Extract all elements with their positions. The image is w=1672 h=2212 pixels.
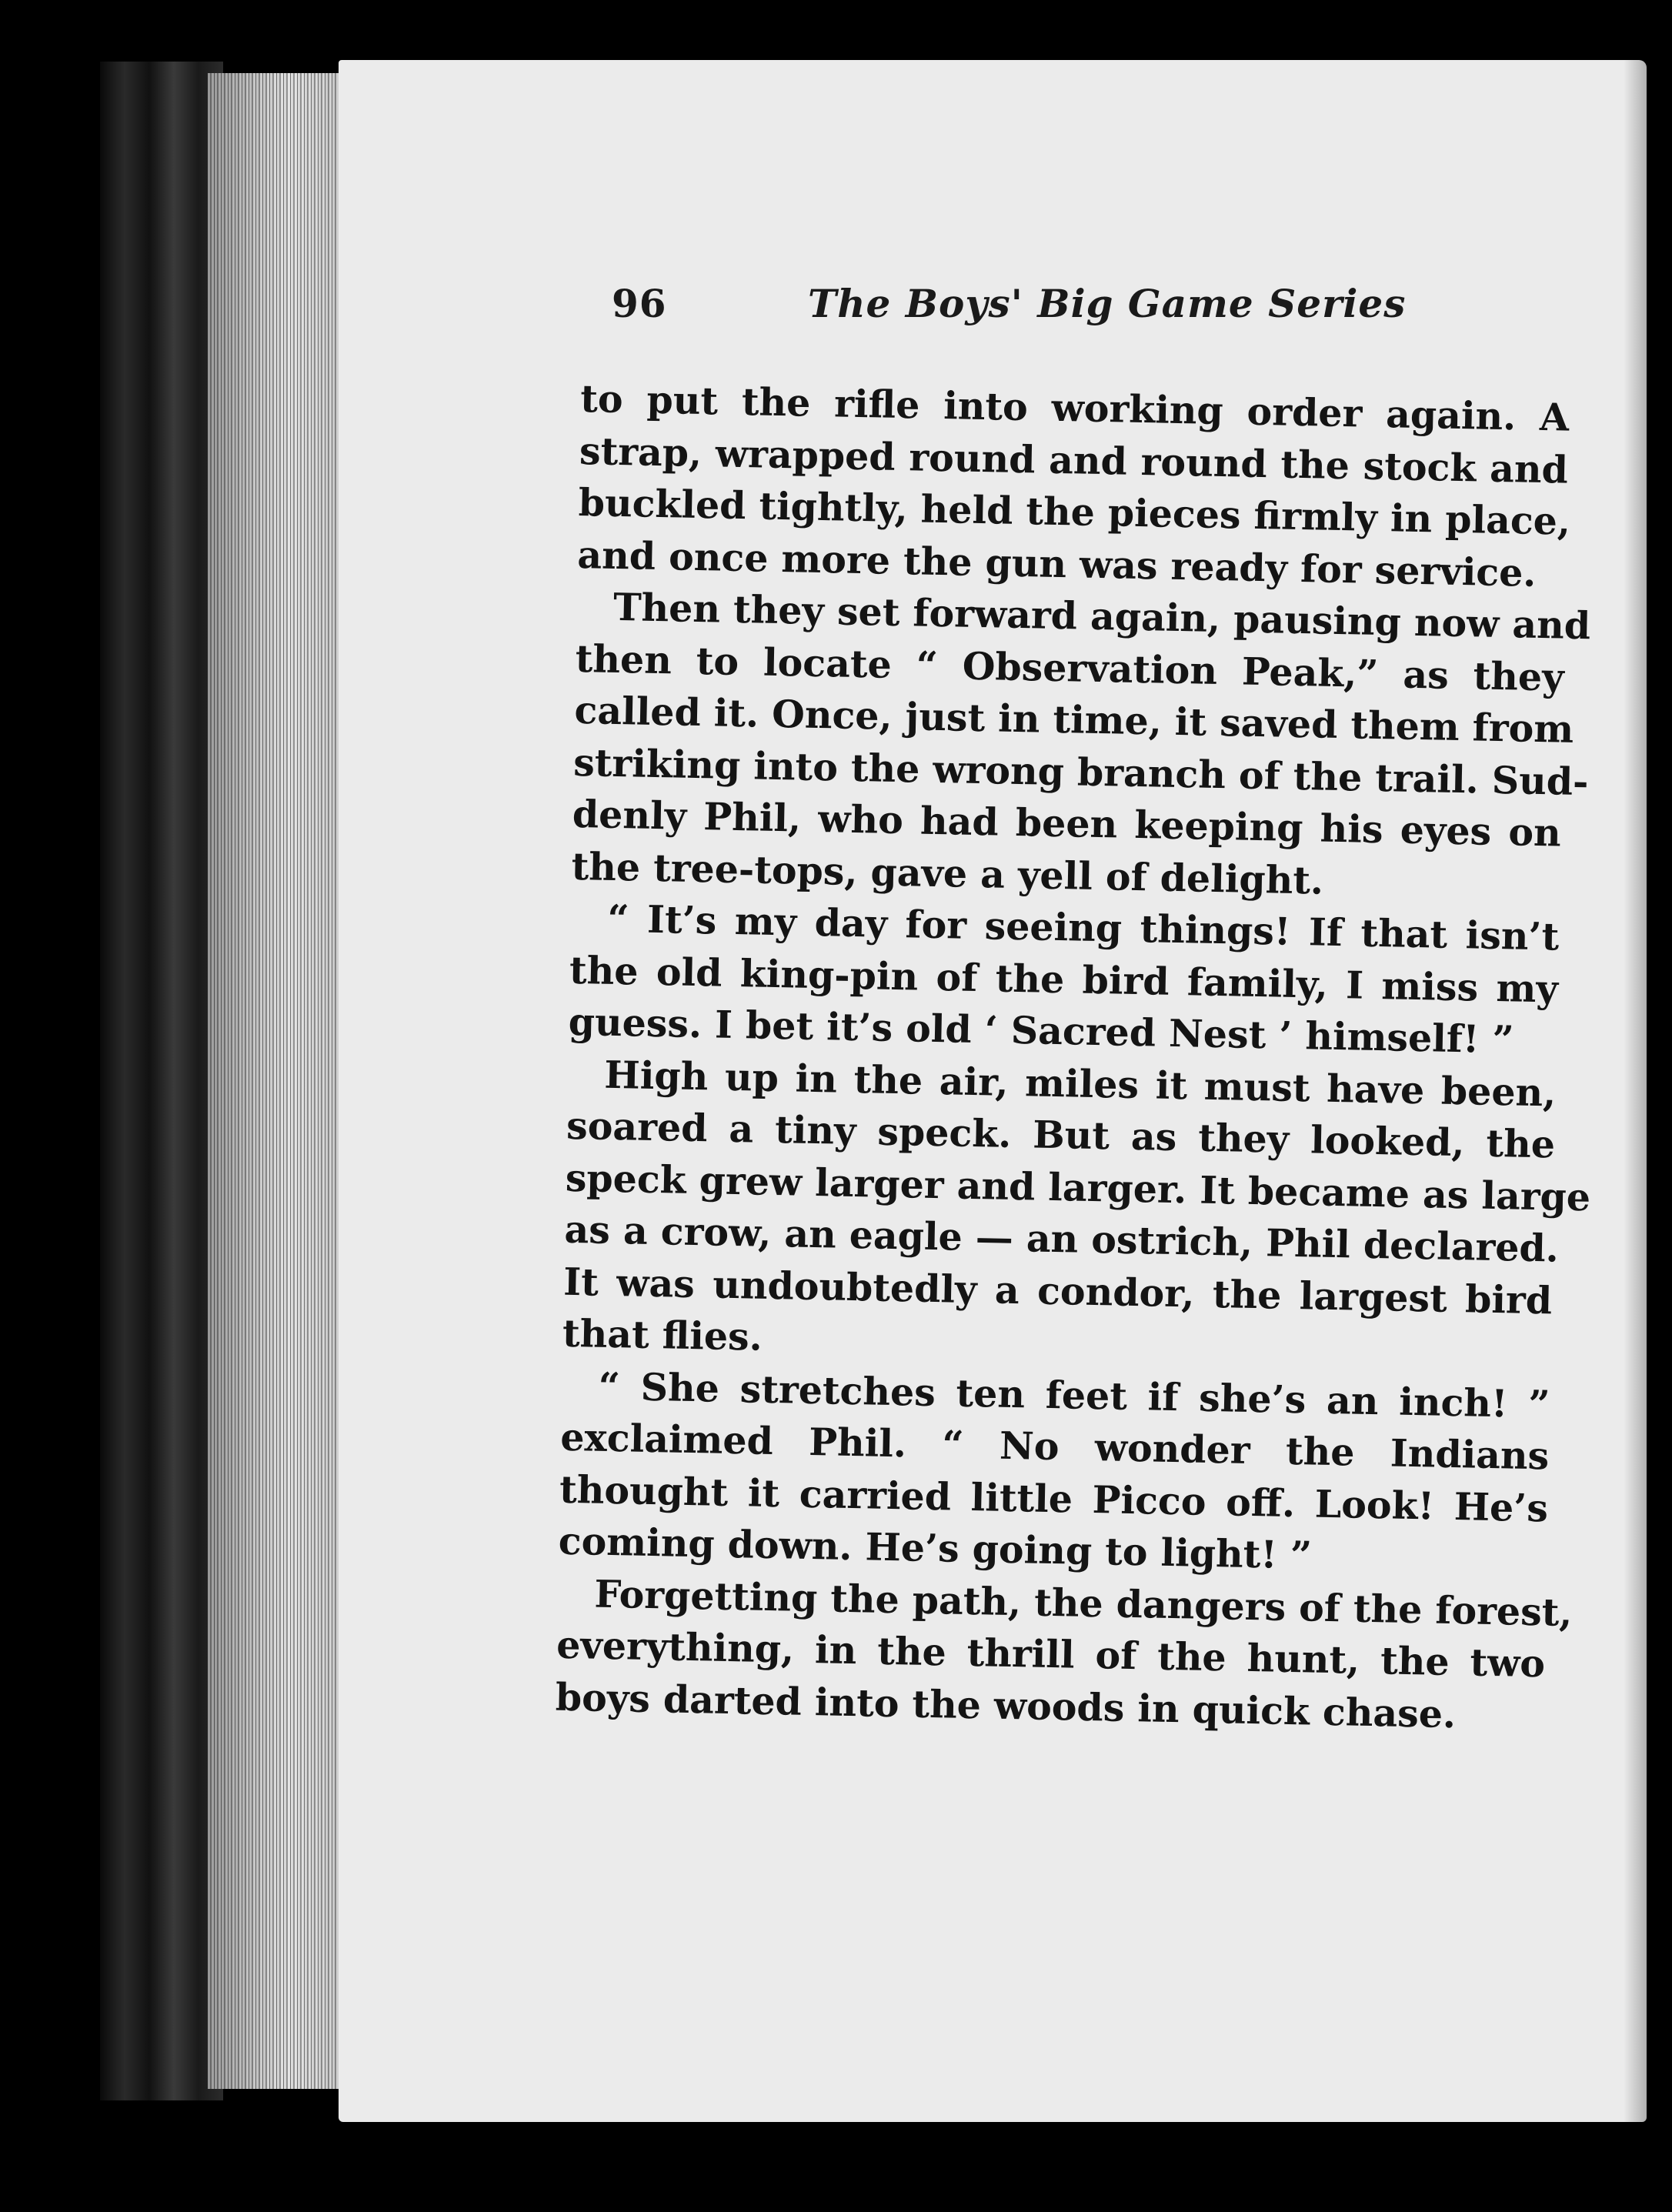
text-line: Then they set forward again, pausing now and	[612, 584, 1591, 649]
page-shadow	[1624, 60, 1647, 2122]
text-line: and once more the gun was ready for service.	[576, 532, 1537, 596]
text-line: thought it carried little Picco off. Look! He’s	[559, 1466, 1549, 1530]
page-edges-shadow	[208, 73, 342, 2089]
page-header	[612, 281, 1407, 350]
text-line: “ She stretches ten feet if she’s an inch! ”	[598, 1363, 1551, 1426]
text-line: striking into the wrong branch of the trail. Sud-	[572, 739, 1589, 804]
text-line: buckled tightly, held the pieces firmly in place,	[578, 479, 1571, 544]
text-line: called it. Once, just in time, it saved them from	[574, 687, 1574, 752]
paragraph	[577, 373, 1570, 600]
text-line: High up in the air, miles it must have been,	[603, 1052, 1557, 1115]
text-line: as a crow, an eagle — an ostrich, Phil declared.	[564, 1206, 1560, 1271]
paragraph	[568, 892, 1560, 1067]
paragraph	[571, 581, 1591, 912]
text-line: speck grew larger and larger. It became as large	[565, 1155, 1591, 1219]
text-line: denly Phil, who had been keeping his eyes on	[572, 791, 1562, 856]
body-text	[555, 373, 1591, 1742]
text-line: boys darted into the woods in quick chase.	[555, 1674, 1457, 1737]
paragraph	[558, 1360, 1550, 1586]
text-line: It was undoubtedly a condor, the largest bird	[562, 1259, 1553, 1323]
text-line: then to locate “ Observation Peak,” as they	[575, 636, 1565, 700]
running-title: The Boys' Big Game Series	[808, 281, 1407, 326]
text-line: everything, in the thrill of the hunt, the two	[556, 1622, 1546, 1687]
text-line: that flies.	[562, 1310, 763, 1360]
text-line: exclaimed Phil. “ No wonder the Indians	[559, 1414, 1550, 1479]
text-line: coming down. He’s going to light! ”	[558, 1518, 1313, 1578]
text-line: the tree-tops, gave a yell of delight.	[571, 843, 1324, 903]
book-spine	[100, 62, 223, 2100]
text-line: “ It’s my day for seeing things! If that isn’t	[606, 896, 1560, 959]
text-line: to put the rifle into working order again. A	[579, 375, 1570, 440]
page-number: 96	[612, 281, 667, 326]
text-line: guess. I bet it’s old ‘ Sacred Nest ’ himself! ”	[568, 999, 1515, 1063]
text-line: soared a tiny speck. But as they looked, the	[566, 1103, 1556, 1167]
text-line: Forgetting the path, the dangers of the forest,	[593, 1571, 1574, 1635]
text-line: the old king-pin of the bird family, I miss my	[569, 947, 1559, 1012]
paragraph	[555, 1567, 1574, 1742]
text-line: strap, wrapped round and round the stock and	[579, 428, 1569, 492]
paragraph	[562, 1048, 1591, 1379]
